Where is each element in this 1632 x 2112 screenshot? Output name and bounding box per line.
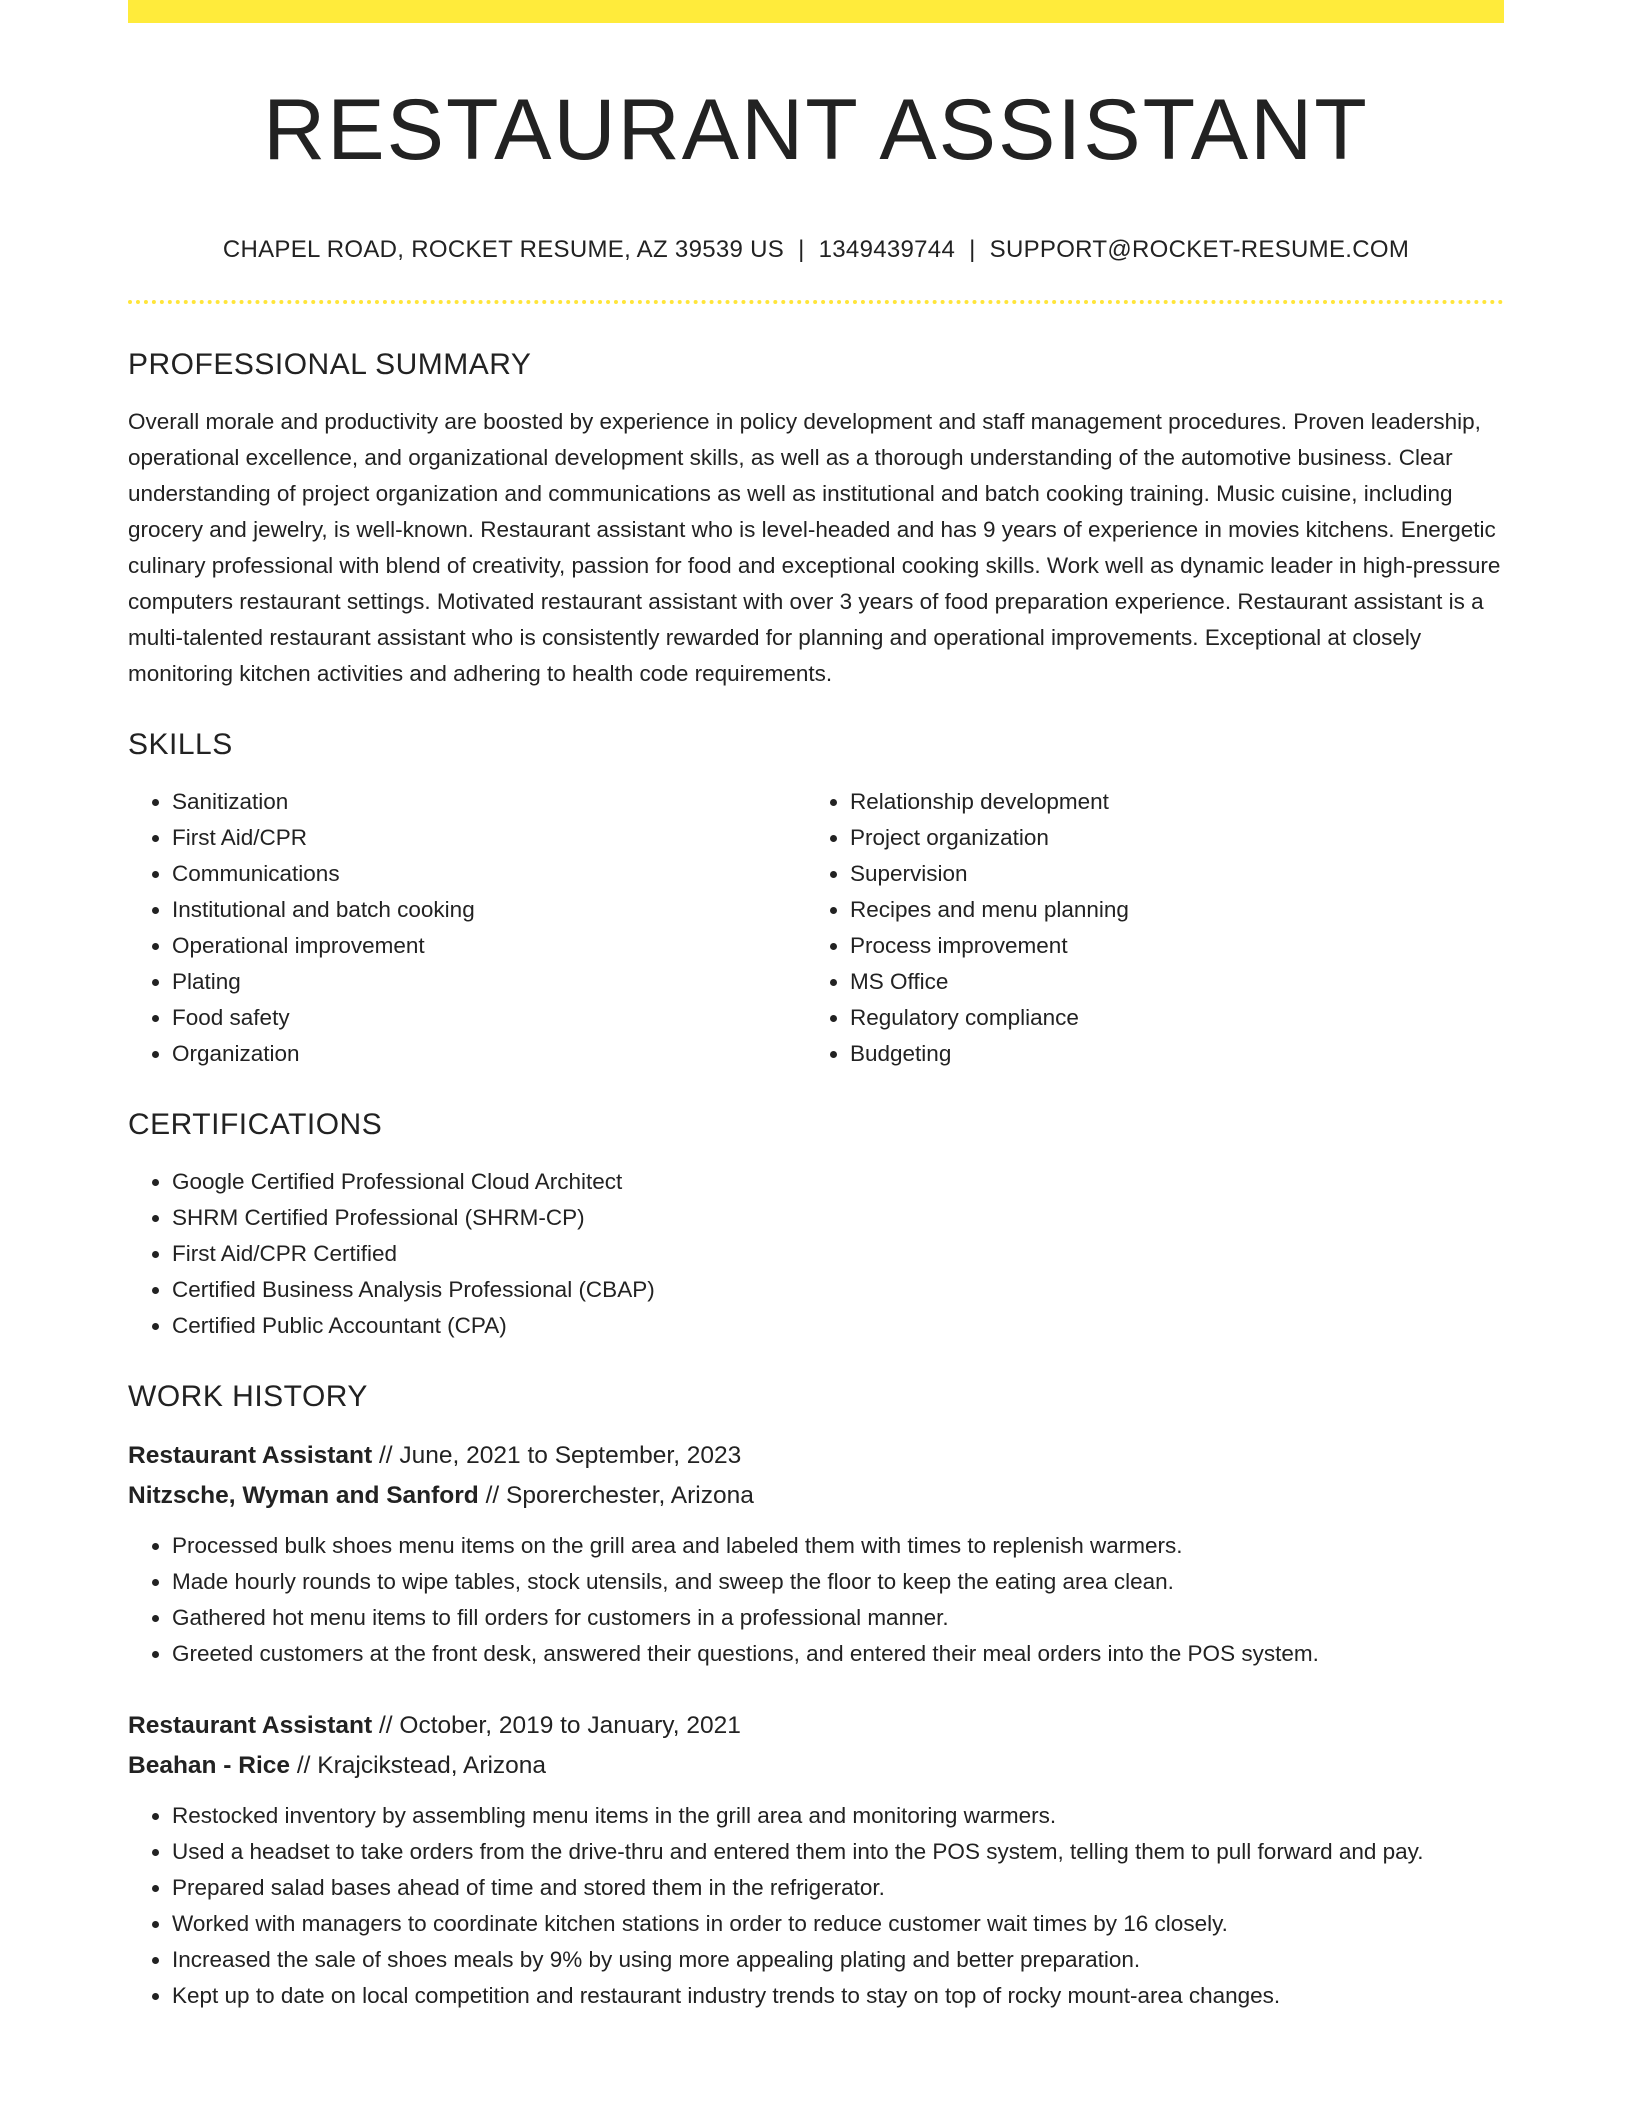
- job-bullet: • Restocked inventory by assembling menu items in the grill area and monitoring warmers.: [172, 1798, 1504, 1834]
- job-bullet: • Processed bulk shoes menu items on the grill area and labeled them with times to replenish warmers.: [172, 1528, 1504, 1564]
- job-dates: // October, 2019 to January, 2021: [378, 1711, 741, 1739]
- job-role-line: [128, 1706, 1504, 1746]
- skill-item: • Process improvement: [850, 928, 1484, 964]
- summary-section: [128, 348, 1504, 692]
- certification-item: • Certified Public Accountant (CPA): [172, 1308, 1504, 1344]
- contact-line: [128, 236, 1504, 264]
- accent-bar: [128, 0, 1504, 23]
- section-title-work-history: WORK HISTORY: [128, 1379, 368, 1413]
- job-bullet-list: [128, 1528, 1504, 1672]
- separator: |: [798, 235, 805, 263]
- job-bullet: • Worked with managers to coordinate kitchen stations in order to reduce customer wait times by 16 closely.: [172, 1906, 1504, 1942]
- section-title-skills: SKILLS: [128, 727, 233, 761]
- skill-item: • First Aid/CPR: [172, 820, 806, 856]
- job-role-line: [128, 1436, 1504, 1476]
- skills-column-left: [128, 784, 806, 1072]
- skills-grid: [128, 784, 1504, 1072]
- certification-item: • Certified Business Analysis Professional (CBAP): [172, 1272, 1504, 1308]
- skill-item: • Communications: [172, 856, 806, 892]
- certification-list: [128, 1164, 1504, 1344]
- skill-item: • Regulatory compliance: [850, 1000, 1484, 1036]
- certification-item: • SHRM Certified Professional (SHRM-CP): [172, 1200, 1504, 1236]
- job-company: Nitzsche, Wyman and Sanford: [128, 1481, 479, 1509]
- job-bullet: • Increased the sale of shoes meals by 9% by using more appealing plating and better preparation.: [172, 1942, 1504, 1978]
- address: CHAPEL ROAD, ROCKET RESUME, AZ 39539 US: [222, 235, 785, 263]
- skill-item: • Organization: [172, 1036, 806, 1072]
- job-dates: // June, 2021 to September, 2023: [378, 1441, 742, 1469]
- job-entry: [128, 1706, 1504, 2014]
- section-title-certifications: CERTIFICATIONS: [128, 1107, 383, 1141]
- dotted-divider: [128, 300, 1504, 304]
- job-role: Restaurant Assistant: [128, 1711, 373, 1739]
- certification-item: • First Aid/CPR Certified: [172, 1236, 1504, 1272]
- section-title-summary: PROFESSIONAL SUMMARY: [128, 347, 532, 381]
- skill-item: • Budgeting: [850, 1036, 1484, 1072]
- summary-paragraph: Overall morale and productivity are boosted by experience in policy development and staff management procedures. Proven leadership, operational excellence, and organizational development skills, as well as a thorough understanding of the automotive business. Clear understanding of project organization and communications as well as institutional and batch cooking training. Music cuisine, including grocery and jewelry, is well-known. Restaurant assistant who is level-headed and has 9 years of experience in movies kitchens. Energetic culinary professional with blend of creativity, passion for food and exceptional cooking skills. Work well as dynamic leader in high-pressure computers restaurant settings. Motivated restaurant assistant with over 3 years of food preparation experience. Restaurant assistant is a multi-talented restaurant assistant who is consistently rewarded for planning and operational improvements. Exceptional at closely monitoring kitchen activities and adhering to health code requirements.: [128, 408, 1501, 686]
- skill-item: • Project organization: [850, 820, 1484, 856]
- separator: |: [969, 235, 976, 263]
- work-history-section: [128, 1380, 1504, 2014]
- job-company-line: [128, 1746, 1504, 1786]
- skill-item: • Food safety: [172, 1000, 806, 1036]
- skill-item: • Relationship development: [850, 784, 1484, 820]
- job-location: // Sporerchester, Arizona: [485, 1481, 754, 1509]
- job-bullet: • Made hourly rounds to wipe tables, stock utensils, and sweep the floor to keep the eating area clean.: [172, 1564, 1504, 1600]
- job-company-line: [128, 1476, 1504, 1516]
- job-location: // Krajcikstead, Arizona: [296, 1751, 547, 1779]
- job-bullet: • Gathered hot menu items to fill orders for customers in a professional manner.: [172, 1600, 1504, 1636]
- skill-item: • Supervision: [850, 856, 1484, 892]
- skill-item: • Operational improvement: [172, 928, 806, 964]
- certifications-section: [128, 1108, 1504, 1344]
- skills-section: [128, 728, 1504, 1072]
- job-bullet: • Kept up to date on local competition and restaurant industry trends to stay on top of rocky mount-area changes.: [172, 1978, 1504, 2014]
- job-bullet-list: [128, 1798, 1504, 2014]
- resume-page: [128, 0, 1504, 2014]
- skill-item: • Institutional and batch cooking: [172, 892, 806, 928]
- job-company: Beahan - Rice: [128, 1751, 291, 1779]
- skill-item: • MS Office: [850, 964, 1484, 1000]
- email-link[interactable]: SUPPORT@ROCKET-RESUME.COM: [989, 235, 1410, 263]
- job-entry: [128, 1436, 1504, 1672]
- job-bullet: • Greeted customers at the front desk, answered their questions, and entered their meal orders into the POS system.: [172, 1636, 1504, 1672]
- skills-column-right: [806, 784, 1484, 1072]
- job-bullet: • Prepared salad bases ahead of time and stored them in the refrigerator.: [172, 1870, 1504, 1906]
- job-bullet: • Used a headset to take orders from the drive-thru and entered them into the POS system, telling them to pull forward and pay.: [172, 1834, 1504, 1870]
- resume-title: RESTAURANT ASSISTANT: [263, 82, 1369, 178]
- certification-item: • Google Certified Professional Cloud Architect: [172, 1164, 1504, 1200]
- skill-item: • Sanitization: [172, 784, 806, 820]
- skill-item: • Plating: [172, 964, 806, 1000]
- job-role: Restaurant Assistant: [128, 1441, 373, 1469]
- skill-item: • Recipes and menu planning: [850, 892, 1484, 928]
- phone: 1349439744: [818, 235, 956, 263]
